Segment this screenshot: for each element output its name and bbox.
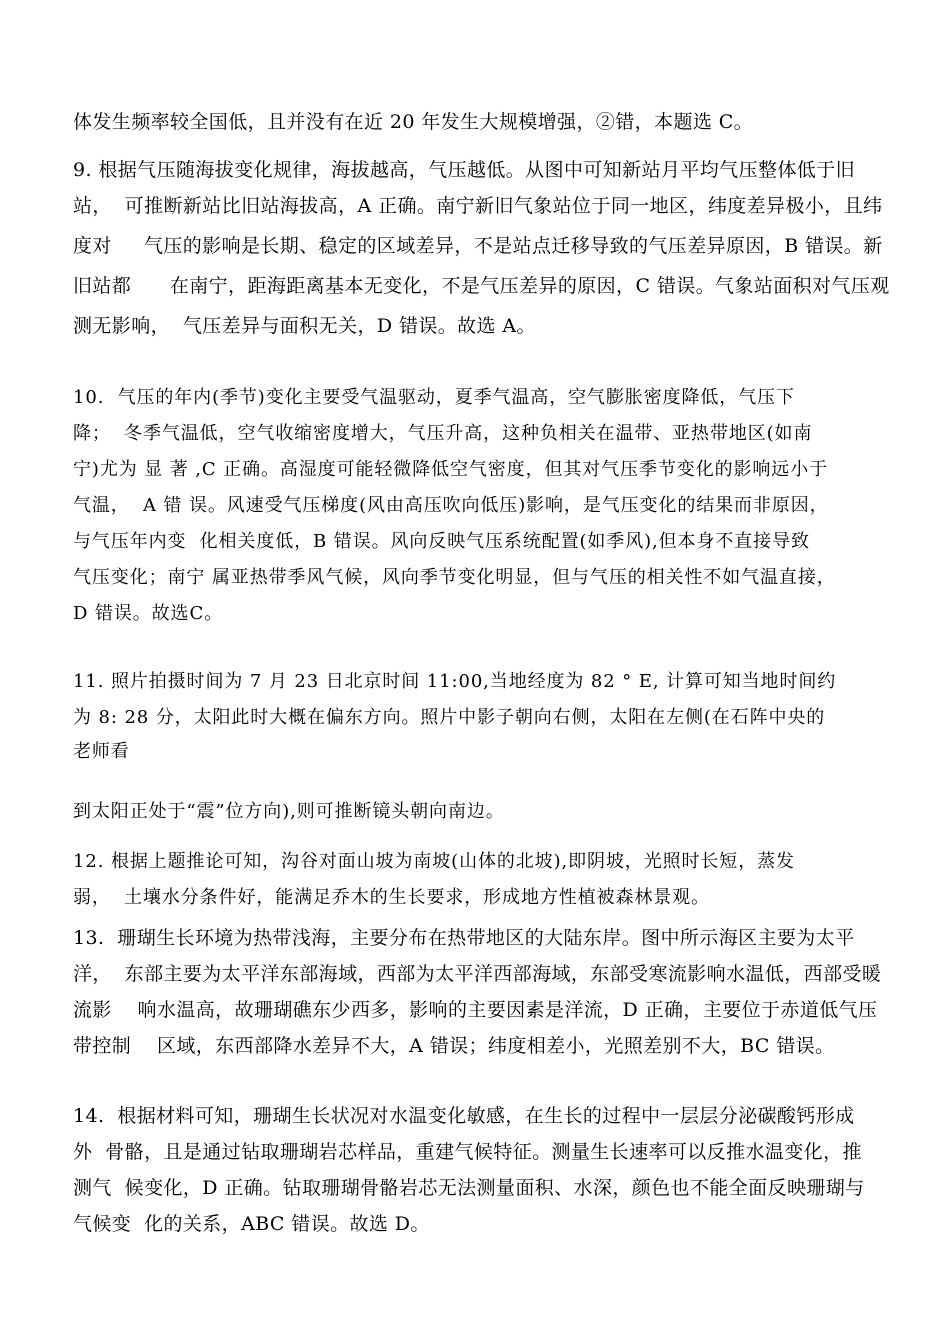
q9-line-2: 站， 可推断新站比旧站海拔高，A 正确。南宁新旧气象站位于同一地区，纬度差异极小，且纬 [73, 195, 883, 217]
q11-line-2: 为 8: 28 分，太阳此时大概在偏东方向。照片中影子朝向右侧，太阳在左侧(在石阵中央的 [73, 707, 826, 728]
q11-line-3: 老师看 [73, 741, 130, 762]
q12-line-2: 弱， 土壤水分条件好，能满足乔木的生长要求，形成地方性植被森林景观。 [73, 887, 710, 908]
q10-line-2: 降； 冬季气温低，空气收缩密度增大，气压升高，这种负相关在温带、亚热带地区(如南 [73, 423, 813, 444]
q13-line-3: 流影 响水温高，故珊瑚礁东少西多，影响的主要因素是洋流，D 正确，主要位于赤道低气压 [73, 999, 878, 1021]
q10-line-3: 宁)尤为 显 著 ,C 正确。高湿度可能轻微降低空气密度，但其对气压季节变化的影响远小于 [73, 459, 828, 480]
q14-line-4: 气候变 化的关系，ABC 错误。故选 D。 [73, 1213, 430, 1235]
q8-tail-line-1: 体发生频率较全国低，且并没有在近 20 年发生大规模增强，②错，本题选 C。 [73, 111, 754, 133]
q14-line-3: 测气 候变化，D 正确。钻取珊瑚骨骼岩芯无法测量面积、水深，颜色也不能全面反映珊瑚与 [73, 1177, 865, 1199]
q14-line-1: 14. 根据材料可知，珊瑚生长状况对水温变化敏感，在生长的过程中一层层分泌碳酸钙形成 [73, 1105, 855, 1127]
q9-line-1: 9. 根据气压随海拔变化规律，海拔越高，气压越低。从图中可知新站月平均气压整体低于旧 [73, 159, 855, 181]
q14-line-2: 外 骨骼，且是通过钻取珊瑚岩芯样品，重建气候特征。测量生长速率可以反推水温变化，推 [73, 1141, 862, 1163]
q10-line-4: 气温， A 错 误。风速受气压梯度(风由高压吹向低压)影响，是气压变化的结果而非原因， [73, 495, 829, 516]
q10-line-7: D 错误。故选C。 [73, 603, 224, 624]
q13-line-1: 13. 珊瑚生长环境为热带浅海，主要分布在热带地区的大陆东岸。图中所示海区主要为太平 [73, 927, 855, 949]
q12-line-1: 12. 根据上题推论可知，沟谷对面山坡为南坡(山体的北坡),即阴坡，光照时长短，蒸发 [73, 851, 795, 872]
q11-tail-line: 到太阳正处于“震”位方向),则可推断镜头朝向南边。 [73, 801, 505, 822]
q11-line-1: 11. 照片拍摄时间为 7 月 23 日北京时间 11:00,当地经度为 82 ° E, 计算可知当地时间约 [73, 671, 837, 692]
q10-line-1: 10. 气压的年内(季节)变化主要受气温驱动，夏季气温高，空气膨胀密度降低，气压下 [73, 387, 795, 408]
q13-line-2: 洋， 东部主要为太平洋东部海域，西部为太平洋西部海域，东部受寒流影响水温低，西部受暖 [73, 963, 882, 985]
q9-line-3: 度对 气压的影响是长期、稳定的区域差异，不是站点迁移导致的气压差异原因，B 错误。新 [73, 235, 883, 257]
q10-line-5: 与气压年内变 化相关度低，B 错误。风向反映气压系统配置(如季风),但本身不直接导致 [73, 531, 810, 552]
q9-line-5: 测无影响， 气压差异与面积无关，D 错误。故选 A。 [73, 315, 536, 337]
q9-line-4: 旧站都 在南宁，距海距离基本无变化，不是气压差异的原因，C 错误。气象站面积对气压观 [73, 275, 890, 297]
q13-line-4: 带控制 区域，东西部降水差异不大，A 错误；纬度相差小，光照差别不大，BC 错误。 [73, 1035, 835, 1057]
q10-line-6: 气压变化；南宁 属亚热带季风气候，风向季节变化明显，但与气压的相关性不如气温直接， [73, 567, 836, 588]
